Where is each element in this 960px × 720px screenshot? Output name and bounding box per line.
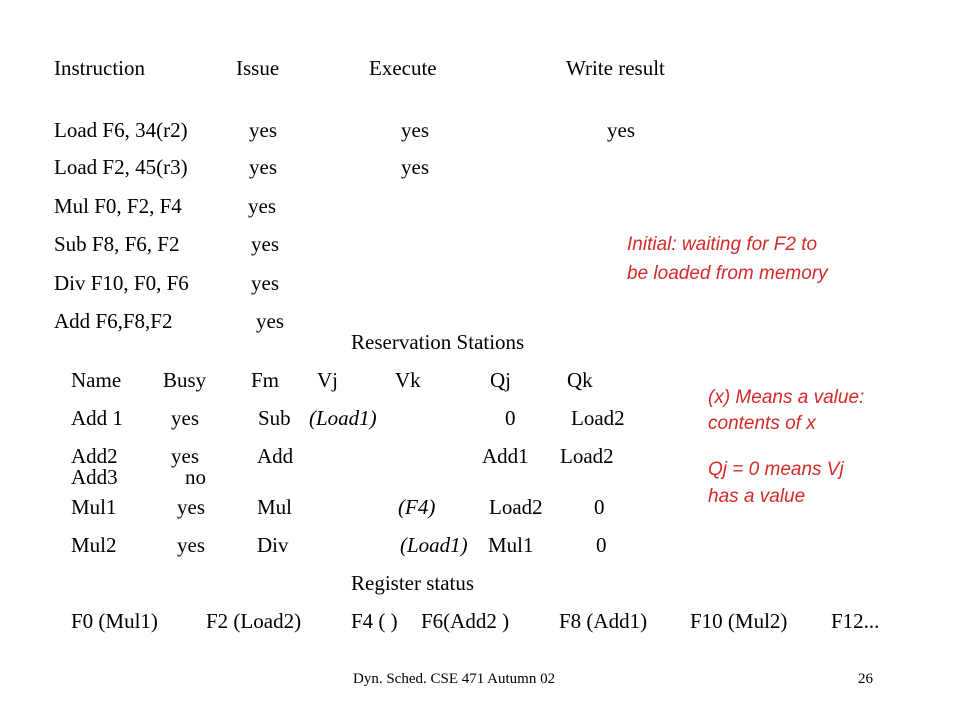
instruction-1-execute: yes <box>401 118 429 142</box>
rs-row-add2-busy: yes <box>171 444 199 468</box>
register-f2: F2 (Load2) <box>206 609 302 633</box>
instruction-3: Mul F0, F2, F4 <box>54 194 182 218</box>
register-f10: F10 (Mul2) <box>690 609 788 633</box>
rs-header-busy: Busy <box>163 368 207 392</box>
rs-row-add2-qj: Add1 <box>482 444 529 468</box>
register-f4: F4 ( ) <box>351 609 398 633</box>
rs-header-vk: Vk <box>395 368 421 392</box>
instruction-5: Div F10, F0, F6 <box>54 271 189 295</box>
rs-row-mul1-vk: (F4) <box>398 495 436 519</box>
footer-course: Dyn. Sched. CSE 471 Autumn 02 <box>353 671 556 687</box>
rs-row-mul1-qj: Load2 <box>489 495 543 519</box>
rs-row-mul1-fm: Mul <box>257 495 293 519</box>
rs-row-add1-fm: Sub <box>258 406 291 430</box>
instruction-1-issue: yes <box>249 118 277 142</box>
instruction-6: Add F6,F8,F2 <box>54 309 173 333</box>
rs-row-mul2-vk: (Load1) <box>400 533 468 557</box>
instruction-1: Load F6, 34(r2) <box>54 118 188 142</box>
rs-row-add1-busy: yes <box>171 406 199 430</box>
register-f0: F0 (Mul1) <box>71 609 158 633</box>
instruction-2-issue: yes <box>249 155 277 179</box>
rs-header-vj: Vj <box>317 368 338 392</box>
rs-header-qk: Qk <box>567 368 593 392</box>
rs-row-add1-qj: 0 <box>505 406 516 430</box>
note-means-line1: (x) Means a value: <box>708 387 865 408</box>
rs-row-mul1-name: Mul1 <box>71 495 117 519</box>
note-initial-line2: be loaded from memory <box>627 263 828 284</box>
rs-row-add2-name: Add2 <box>71 444 118 468</box>
register-title: Register status <box>351 571 475 595</box>
rs-row-mul2-name: Mul2 <box>71 533 117 557</box>
note-qj-line2: has a value <box>708 486 806 507</box>
header-write-result: Write result <box>566 56 665 80</box>
instruction-1-write: yes <box>607 118 635 142</box>
instruction-3-issue: yes <box>248 194 276 218</box>
rs-row-mul2-qk: 0 <box>596 533 607 557</box>
instruction-6-issue: yes <box>256 309 284 333</box>
rs-row-mul1-qk: 0 <box>594 495 605 519</box>
register-f12: F12... <box>831 609 880 633</box>
header-issue: Issue <box>236 56 280 80</box>
rs-row-mul2-busy: yes <box>177 533 205 557</box>
rs-row-add3-name: Add3 <box>71 465 118 489</box>
instruction-4-issue: yes <box>251 232 279 256</box>
rs-row-mul2-qj: Mul1 <box>488 533 534 557</box>
note-means-line2: contents of x <box>708 413 816 434</box>
header-execute: Execute <box>369 56 437 80</box>
instruction-2-execute: yes <box>401 155 429 179</box>
reservation-title: Reservation Stations <box>351 330 525 354</box>
rs-row-add1-qk: Load2 <box>571 406 625 430</box>
rs-row-add2-qk: Load2 <box>560 444 614 468</box>
instruction-2: Load F2, 45(r3) <box>54 155 188 179</box>
rs-row-add1-name: Add 1 <box>71 406 123 430</box>
rs-header-fm: Fm <box>251 368 280 392</box>
register-f6: F6(Add2 ) <box>421 609 510 633</box>
footer-page-number: 26 <box>858 671 873 687</box>
rs-header-qj: Qj <box>490 368 511 392</box>
note-initial-line1: Initial: waiting for F2 to <box>627 234 818 255</box>
rs-row-add1-vj: (Load1) <box>309 406 377 430</box>
instruction-5-issue: yes <box>251 271 279 295</box>
rs-row-add3-busy: no <box>185 465 206 489</box>
register-f8: F8 (Add1) <box>559 609 648 633</box>
instruction-4: Sub F8, F6, F2 <box>54 232 180 256</box>
rs-row-mul1-busy: yes <box>177 495 205 519</box>
rs-row-mul2-fm: Div <box>257 533 289 557</box>
note-qj-line1: Qj = 0 means Vj <box>708 459 844 480</box>
header-instruction: Instruction <box>54 56 145 80</box>
rs-header-name: Name <box>71 368 122 392</box>
rs-row-add2-fm: Add <box>257 444 294 468</box>
